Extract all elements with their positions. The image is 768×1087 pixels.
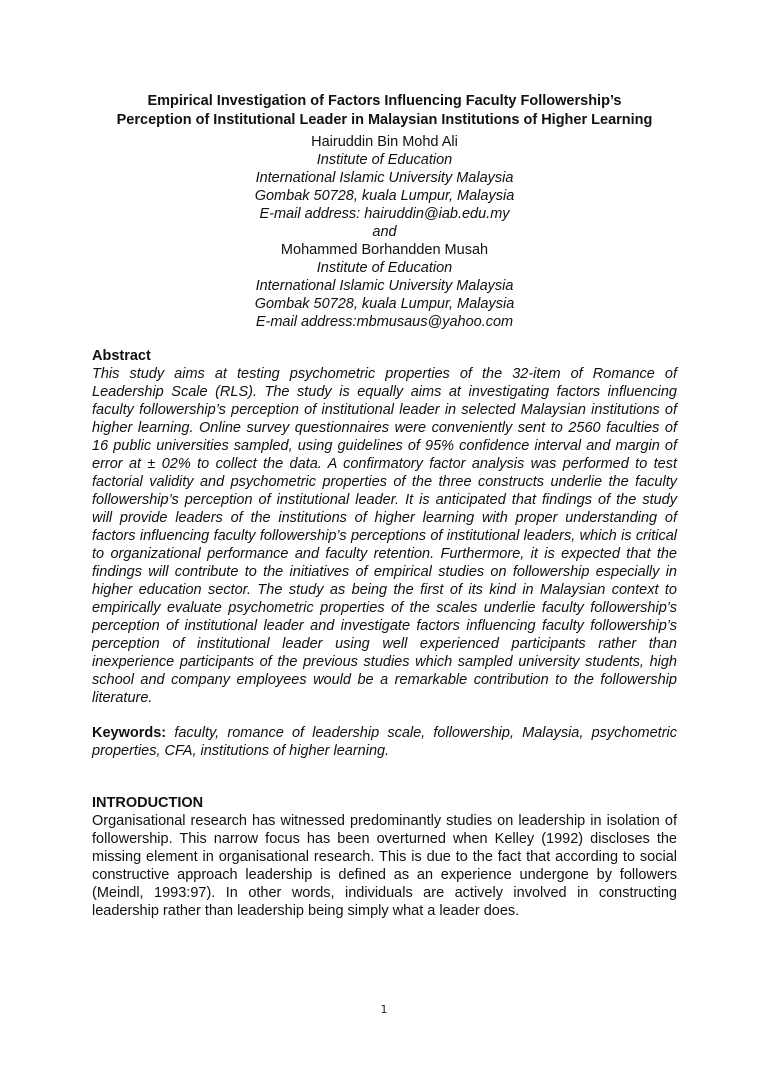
author2-institute: Institute of Education [316, 260, 453, 276]
author2-name: Mohammed Borhandden Musah [280, 242, 489, 258]
title-line-1: Empirical Investigation of Factors Influencing Faculty Followership’s [147, 93, 622, 109]
abstract-text: This study aims at testing psychometric properties of the 32-item of Romance of Leadership Scale (RLS). The study is equally aims at investigating factors influencing faculty followership’s perception of institutional leader in selected Malaysian institutions of higher learning. Online survey questionnaires were conveniently sent to 2560 faculties of 16 public universities sampled, using guidelines of 95% confidence interval and margin of error at ± 02% to collect the data. A confirmatory factor analysis was performed to test factorial validity and psychometric properties of the three constructs underlie the faculty followership’s perception of institutional leader. It is anticipated that findings of the study will provide leaders of the institutions of higher learning with proper understanding of factors influencing faculty followership’s perceptions of institutional leaders, which is critical to organizational performance and faculty retention. Furthermore, it is expected that the findings will contribute to the initiatives of empirical studies on followership especially in higher education sector. The study as being the first of its kind in Malaysian context to empirically evaluate psychometric properties of the scales underlie faculty followership’s perception of institutional leader and investigate factors influencing faculty followership’s perception of institutional leader using well experienced participants rather than inexperience participants of the previous studies which sampled university students, high school and company employees would be a remarkable contribution to the followership literature. [92, 366, 677, 706]
paper-page [92, 92, 677, 920]
author-block [92, 133, 677, 331]
author1-institute: Institute of Education [316, 152, 453, 168]
introduction-heading: INTRODUCTION [92, 795, 204, 811]
keywords-text: faculty, romance of leadership scale, followership, Malaysia, psychometric properties, CFA, institutions of higher learning. [92, 725, 677, 759]
keywords [92, 724, 677, 760]
author2-address: Gombak 50728, kuala Lumpur, Malaysia [254, 296, 515, 312]
paper-title [92, 92, 677, 130]
abstract-heading: Abstract [92, 348, 151, 364]
keywords-label: Keywords: [92, 725, 167, 741]
author1-name: Hairuddin Bin Mohd Ali [311, 134, 458, 150]
introduction-text: Organisational research has witnessed predominantly studies on leadership in isolation of followership. This narrow focus has been overturned when Kelley (1992) discloses the missing element in organisational research. This is due to the fact that according to social constructive approach leadership is defined as an experience undergone by followers (Meindl, 1993:97). In other words, individuals are actively involved in constructing leadership rather than leadership being simply what a leader does. [92, 813, 677, 919]
page-number: 1 [380, 1003, 388, 1016]
author2-university: International Islamic University Malaysia [255, 278, 514, 294]
author2-email: E-mail address:mbmusaus@yahoo.com [255, 314, 514, 330]
author1-university: International Islamic University Malaysia [255, 170, 514, 186]
author1-address: Gombak 50728, kuala Lumpur, Malaysia [254, 188, 515, 204]
title-line-2: Perception of Institutional Leader in Malaysian Institutions of Higher Learning [116, 112, 653, 128]
author-separator: and [372, 224, 397, 240]
author1-email: E-mail address: hairuddin@iab.edu.my [259, 206, 510, 222]
